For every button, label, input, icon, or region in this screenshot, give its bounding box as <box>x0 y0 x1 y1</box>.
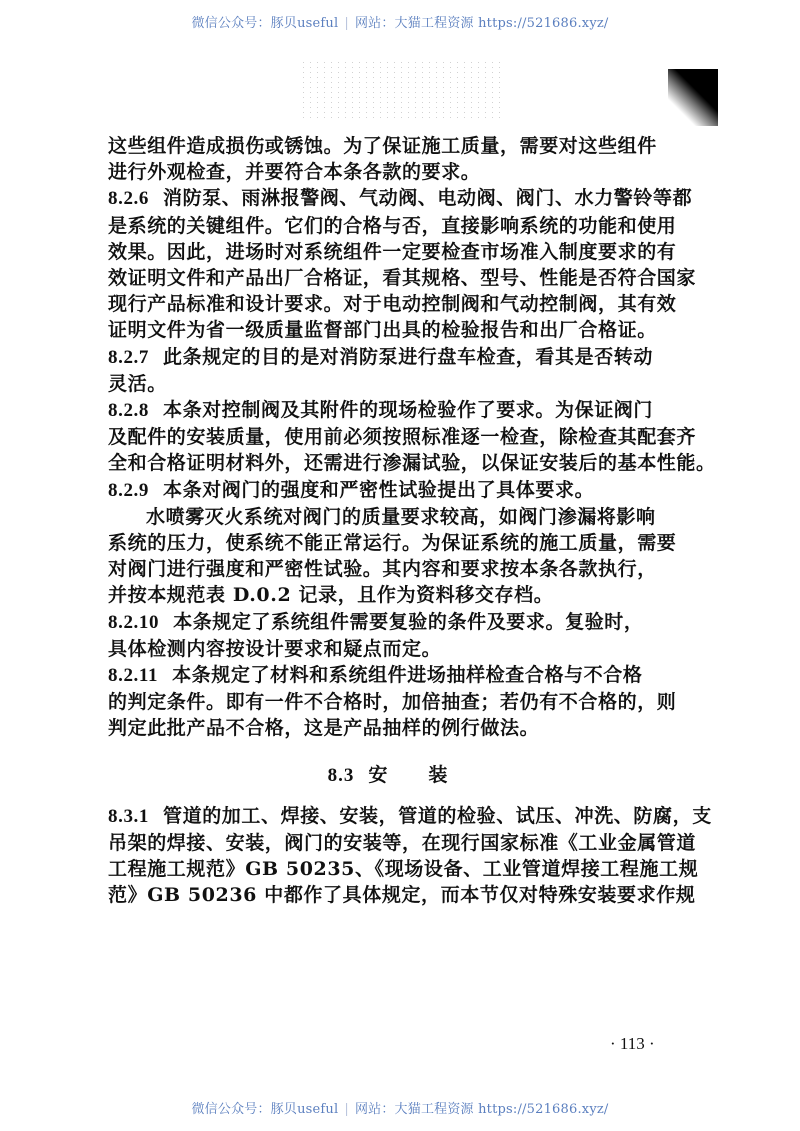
clause-number: 8.2.7 <box>108 346 149 368</box>
text-line: 对阀门进行强度和严密性试验。其内容和要求按本条各款执行， <box>108 558 657 581</box>
text-line: 现行产品标准和设计要求。对于电动控制阀和气动控制阀，其有效 <box>108 293 677 316</box>
scan-corner-shadow <box>668 69 718 126</box>
clause-8-2-8 <box>108 397 716 477</box>
clause-number: 8.2.10 <box>108 611 160 633</box>
clause-number: 8.3.1 <box>108 805 149 827</box>
text-line: 并按本规范表 D.0.2 记录，且作为资料移交存档。 <box>108 584 554 607</box>
text-line: 本条规定了材料和系统组件进场抽样检查合格与不合格 <box>172 664 643 687</box>
section-number: 8.3 <box>327 764 355 786</box>
section-title-part: 安 <box>368 763 389 786</box>
clause-8-2-9 <box>108 477 668 504</box>
text-line: 吊架的焊接、安装，阀门的安装等，在现行国家标准《工业金属管道 <box>108 831 697 854</box>
section-title-part: 装 <box>428 763 449 786</box>
text-line: 效证明文件和产品出厂合格证，看其规格、型号、性能是否符合国家 <box>108 267 697 290</box>
scan-noise <box>300 60 500 120</box>
clause-number: 8.2.8 <box>108 400 149 422</box>
watermark-wechat: 微信公众号：豚贝useful <box>191 1102 339 1117</box>
clause-8-2-6 <box>108 185 697 343</box>
text-line: 效果。因此，进场时对系统组件一定要检查市场准入制度要求的有 <box>108 240 677 263</box>
watermark-separator: | <box>344 16 349 31</box>
text-line: 本条对控制阀及其附件的现场检验作了要求。为保证阀门 <box>163 399 654 422</box>
clause-number: 8.2.9 <box>108 479 149 501</box>
text-line: 这些组件造成损伤或锈蚀。为了保证施工质量，需要对这些组件 <box>108 135 657 157</box>
text-line: 本条规定了系统组件需要复验的条件及要求。复验时， <box>173 610 644 633</box>
text-line: 系统的压力，使系统不能正常运行。为保证系统的施工质量，需要 <box>108 532 677 555</box>
clause-8-2-9-explanation <box>108 504 677 609</box>
text-line: 证明文件为省一级质量监督部门出具的检验报告和出厂合格证。 <box>108 319 657 342</box>
clause-number: 8.2.11 <box>108 665 159 687</box>
text-line: 灵活。 <box>108 372 167 395</box>
text-line: 进行外观检查，并要符合本条各款的要求。 <box>108 161 481 184</box>
text-line: 消防泵、雨淋报警阀、气动阀、电动阀、阀门、水力警铃等都 <box>163 187 693 210</box>
text-line: 此条规定的目的是对消防泵进行盘车检查，看其是否转动 <box>163 345 654 368</box>
text-line: 范》GB 50236 中都作了具体规定，而本节仅对特殊安装要求作规 <box>108 884 696 907</box>
watermark-footer <box>0 1098 800 1117</box>
text-line: 及配件的安装质量，使用前必须按照标准逐一检查，除检查其配套齐 <box>108 426 697 449</box>
text-line: 水喷雾灭火系统对阀门的质量要求较高，如阀门渗漏将影响 <box>146 505 656 528</box>
text-line: 具体检测内容按设计要求和疑点而定。 <box>108 637 442 660</box>
watermark-wechat: 微信公众号：豚贝useful <box>191 16 339 31</box>
text-line: 本条对阀门的强度和严密性试验提出了具体要求。 <box>163 478 595 501</box>
paragraph-continuation <box>108 133 668 185</box>
document-body <box>108 133 716 908</box>
text-line: 的判定条件。即有一件不合格时，加倍抽查；若仍有不合格的，则 <box>108 691 677 714</box>
clause-8-2-11 <box>108 662 677 742</box>
watermark-website: 网站：大猫工程资源 https://521686.xyz/ <box>354 1102 609 1117</box>
watermark-separator: | <box>344 1102 349 1117</box>
text-line: 全和合格证明材料外，还需进行渗漏试验，以保证安装后的基本性能。 <box>108 452 716 475</box>
page-number: · 113 · <box>610 1034 655 1053</box>
text-line: 判定此批产品不合格，这是产品抽样的例行做法。 <box>108 717 540 740</box>
watermark-website: 网站：大猫工程资源 https://521686.xyz/ <box>354 16 609 31</box>
text-line: 是系统的关键组件。它们的合格与否，直接影响系统的功能和使用 <box>108 214 677 237</box>
clause-number: 8.2.6 <box>108 188 149 210</box>
clause-8-3-1 <box>108 803 712 909</box>
section-heading-8-3 <box>108 760 668 787</box>
watermark-header <box>0 12 800 31</box>
text-line: 管道的加工、焊接、安装，管道的检验、试压、冲洗、防腐，支 <box>163 804 712 827</box>
clause-8-2-10 <box>108 609 668 662</box>
text-line: 工程施工规范》GB 50235、《现场设备、工业管道焊接工程施工规 <box>108 858 699 881</box>
clause-8-2-7 <box>108 344 668 397</box>
